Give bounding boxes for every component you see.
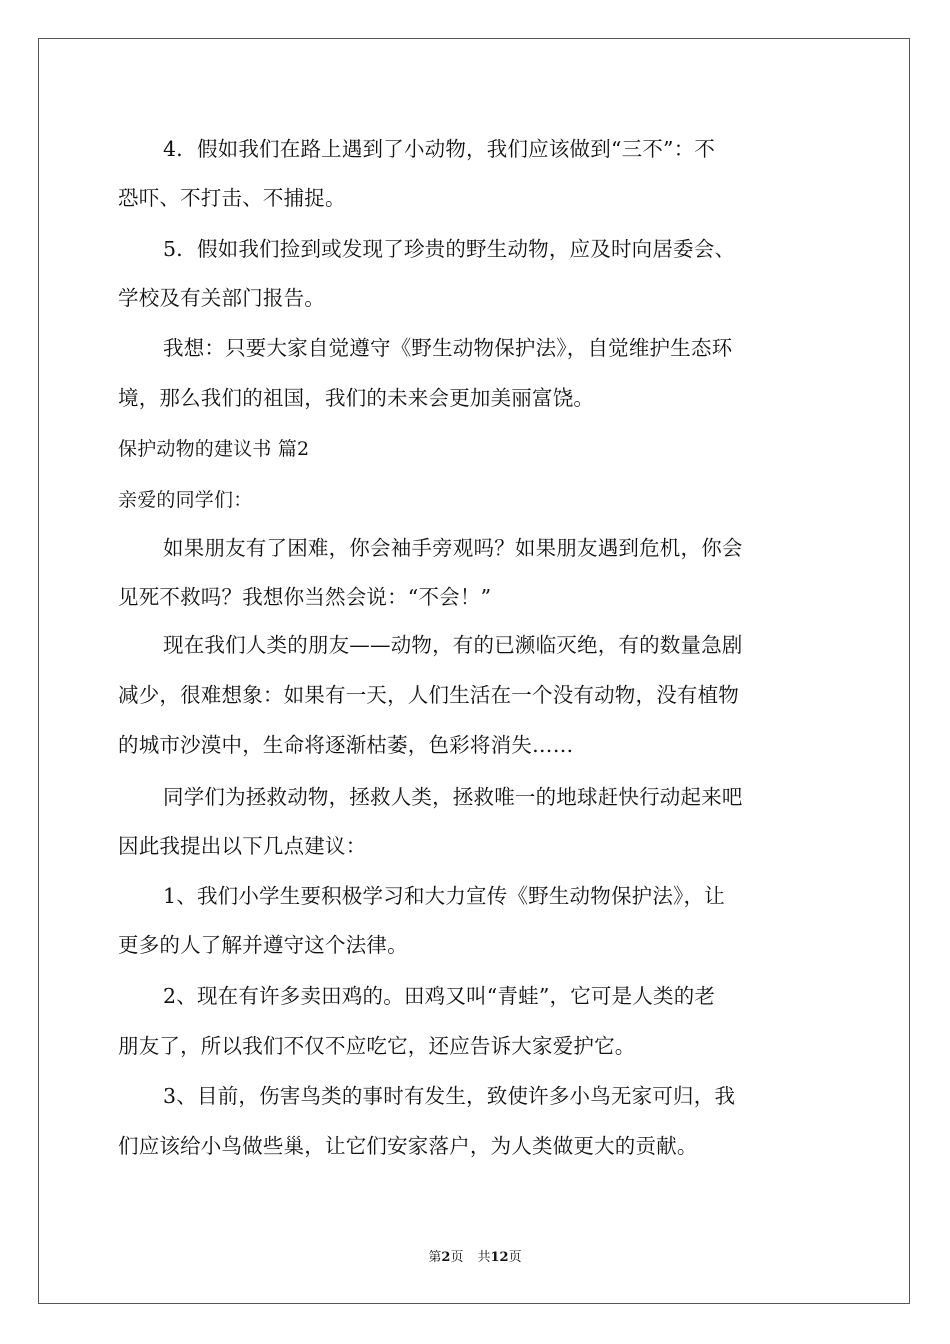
text-line: 5．假如我们捡到或发现了珍贵的野生动物，应及时向居委会、 [163, 237, 736, 261]
text-line: 学校及有关部门报告。 [118, 286, 325, 310]
page-prefix: 第 [428, 1250, 442, 1265]
page-footer [0, 1250, 950, 1266]
text-line: 如果朋友有了困难，你会袖手旁观吗？如果朋友遇到危机，你会 [163, 536, 743, 560]
text-line: 4．假如我们在路上遇到了小动物，我们应该做到“三不”：不 [163, 137, 716, 161]
text-line: 境，那么我们的祖国，我们的未来会更加美丽富饶。 [118, 386, 595, 410]
text-line: 减少，很难想象：如果有一天，人们生活在一个没有动物，没有植物 [118, 683, 739, 707]
total-unit: 页 [508, 1250, 522, 1265]
text-line: 1、我们小学生要积极学习和大力宣传《野生动物保护法》，让 [163, 884, 725, 908]
page-border [38, 38, 910, 1304]
text-line: 更多的人了解并遵守这个法律。 [118, 933, 408, 957]
text-line: 我想：只要大家自觉遵守《野生动物保护法》，自觉维护生态环 [163, 336, 733, 360]
text-line: 朋友了，所以我们不仅不应吃它，还应告诉大家爱护它。 [118, 1034, 636, 1058]
salutation: 亲爱的同学们： [118, 489, 253, 511]
text-line: 因此我提出以下几点建议： [118, 834, 367, 858]
text-line: 现在我们人类的朋友——动物，有的已濒临灭绝，有的数量急剧 [163, 633, 743, 657]
page-unit: 页 [450, 1250, 464, 1265]
text-line: 见死不救吗？我想你当然会说：“不会！” [118, 585, 492, 609]
text-line: 2、现在有许多卖田鸡的。田鸡又叫“青蛙”，它可是人类的老 [163, 984, 716, 1008]
page-total: 12 [490, 1250, 509, 1265]
text-line: 的城市沙漠中，生命将逐渐枯萎，色彩将消失…… [118, 733, 574, 757]
page-current: 2 [441, 1250, 451, 1265]
text-line: 恐吓、不打击、不捕捉。 [118, 186, 346, 210]
text-line: 同学们为拯救动物，拯救人类，拯救唯一的地球赶快行动起来吧 [163, 785, 743, 809]
text-line: 3、目前，伤害鸟类的事时有发生，致使许多小鸟无家可归，我 [163, 1084, 736, 1108]
total-prefix: 共 [477, 1250, 491, 1265]
text-line: 们应该给小鸟做些巢，让它们安家落户，为人类做更大的贡献。 [118, 1134, 698, 1158]
section-heading: 保护动物的建议书 篇2 [118, 438, 310, 460]
